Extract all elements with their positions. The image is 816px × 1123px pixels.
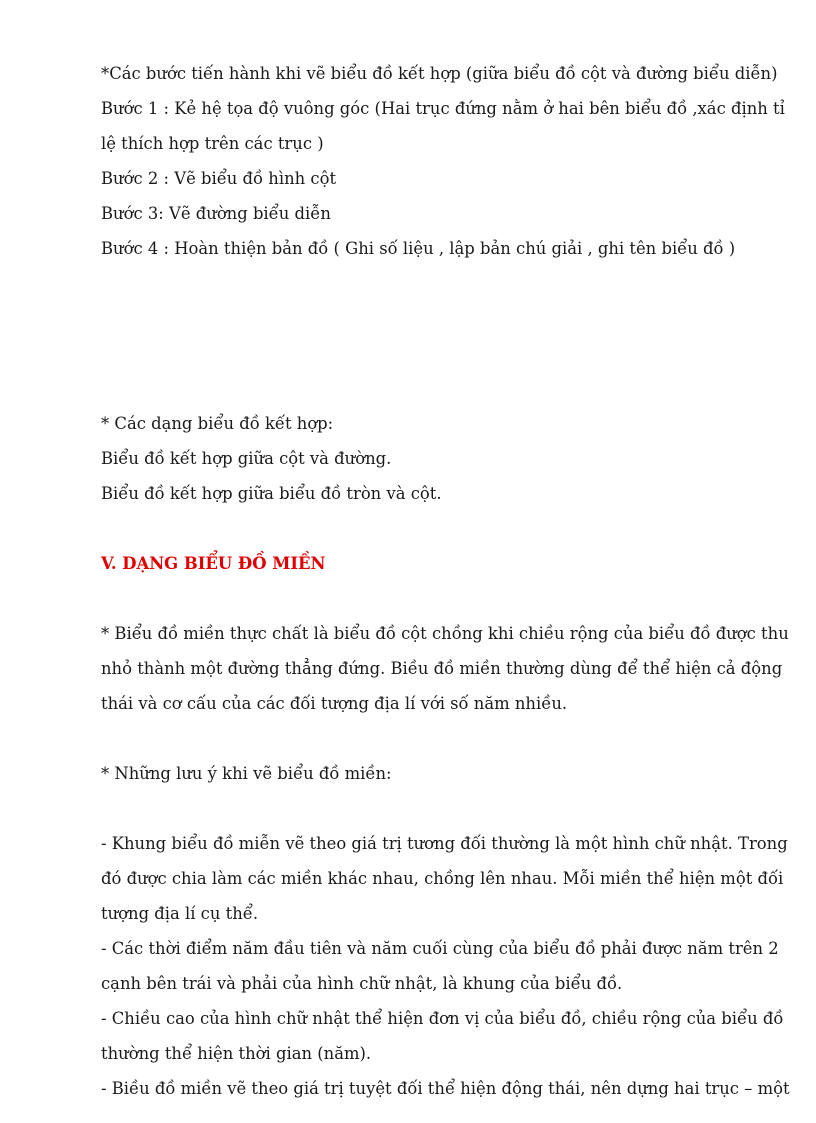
blank-space: [101, 511, 791, 546]
step-3: Bước 3: Vẽ đường biểu diễn: [101, 204, 331, 223]
note-line-4: - Các thời điểm năm đầu tiên và năm cuối cùng của biểu đồ phải được năm trên 2: [101, 939, 779, 958]
blank-space: [101, 581, 791, 616]
step-1-line-1: Bước 1 : Kẻ hệ tọa độ vuông góc (Hai trục đứng nằm ở hai bên biểu đồ ,xác định tỉ: [101, 99, 785, 118]
blank-space: [101, 791, 791, 826]
step-1-line-2: lệ thích hợp trên các trục ): [101, 134, 324, 153]
intro-line-3: thái và cơ cấu của các đối tượng địa lí với số năm nhiều.: [101, 694, 568, 713]
note-line-1: - Khung biểu đồ miễn vẽ theo giá trị tương đối thường là một hình chữ nhật. Trong: [101, 834, 788, 853]
intro-line-2: nhỏ thành một đường thẳng đứng. Biều đồ miền thường dùng để thể hiện cả động: [101, 659, 783, 678]
intro-line-1: * Biểu đồ miền thực chất là biểu đồ cột chồng khi chiều rộng của biểu đồ được thu: [101, 624, 789, 643]
blank-space: [101, 266, 791, 406]
steps-title: *Các bước tiến hành khi vẽ biểu đồ kết hợp (giữa biểu đồ cột và đường biểu diễn): [101, 64, 778, 83]
blank-space: [101, 721, 791, 756]
type-item-2: Biểu đồ kết hợp giữa biểu đồ tròn và cột.: [101, 484, 442, 503]
note-line-8: - Biều đồ miền vẽ theo giá trị tuyệt đối thể hiện động thái, nên dựng hai trục – một: [101, 1079, 790, 1098]
type-item-1: Biểu đồ kết hợp giữa cột và đường.: [101, 449, 392, 468]
step-4: Bước 4 : Hoàn thiện bản đồ ( Ghi số liệu , lập bản chú giải , ghi tên biểu đồ ): [101, 239, 736, 258]
note-line-6: - Chiều cao của hình chữ nhật thể hiện đơn vị của biểu đồ, chiều rộng của biểu đồ: [101, 1009, 784, 1028]
section-heading: V. DẠNG BIỂU ĐỒ MIỀN: [101, 554, 326, 573]
document-page: [101, 56, 791, 1106]
notes-title: * Những lưu ý khi vẽ biểu đồ miền:: [101, 764, 392, 783]
note-line-3: tượng địa lí cụ thể.: [101, 904, 259, 923]
note-line-5: cạnh bên trái và phải của hình chữ nhật, là khung của biểu đồ.: [101, 974, 623, 993]
note-line-7: thường thể hiện thời gian (năm).: [101, 1044, 372, 1063]
step-2: Bước 2 : Vẽ biểu đồ hình cột: [101, 169, 337, 188]
note-line-2: đó được chia làm các miền khác nhau, chồng lên nhau. Mỗi miền thể hiện một đối: [101, 869, 784, 888]
types-title: * Các dạng biểu đồ kết hợp:: [101, 414, 334, 433]
